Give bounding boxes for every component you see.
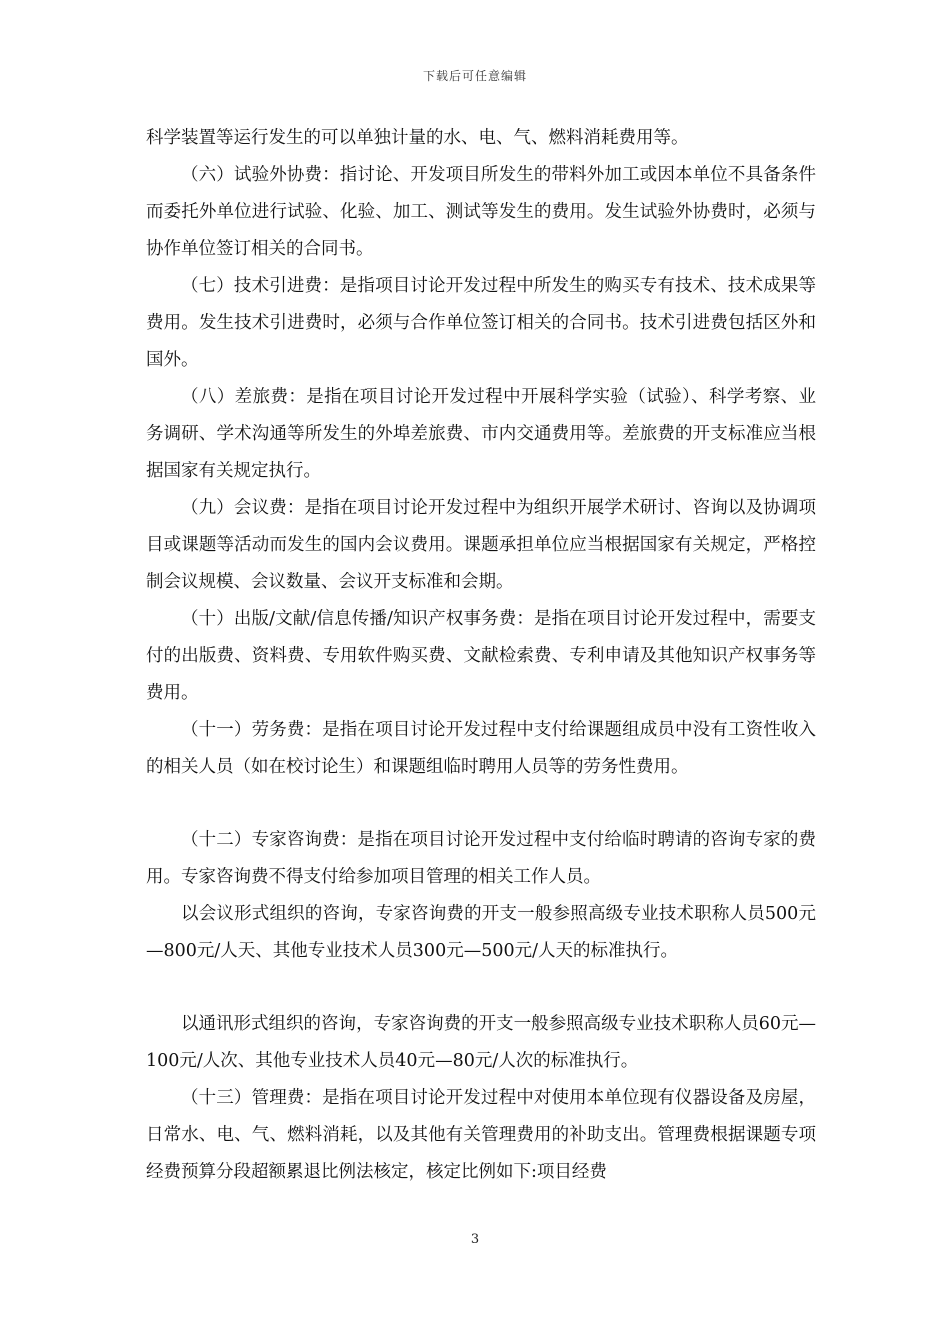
document-body (146, 120, 816, 1191)
paragraph-section-10: （十）出版/文献/信息传播/知识产权事务费：是指在项目讨论开发过程中，需要支付的出版费、资料费、专用软件购买费、文献检索费、专利申请及其他知识产权事务等费用。 (146, 609, 816, 703)
paragraph-section-12: （十二）专家咨询费：是指在项目讨论开发过程中支付给临时聘请的咨询专家的费用。专家咨询费不得支付给参加项目管理的相关工作人员。 (146, 830, 816, 887)
page-header: 下载后可任意编辑 (422, 69, 527, 83)
paragraph-gap (146, 786, 816, 822)
paragraph-correspondence-consultation: 以通讯形式组织的咨询，专家咨询费的开支一般参照高级专业技术职称人员60元—100元/人次、其他专业技术人员40元—80元/人次的标准执行。 (146, 1014, 816, 1071)
paragraph-section-9: （九）会议费：是指在项目讨论开发过程中为组织开展学术研讨、咨询以及协调项目或课题等活动而发生的国内会议费用。课题承担单位应当根据国家有关规定，严格控制会议规模、会议数量、会议开支标准和会期。 (146, 498, 816, 592)
paragraph-section-7: （七）技术引进费：是指项目讨论开发过程中所发生的购买专有技术、技术成果等费用。发生技术引进费时，必须与合作单位签订相关的合同书。技术引进费包括区外和国外。 (146, 276, 816, 370)
page-number: 3 (470, 1232, 480, 1247)
paragraph-section-6: （六）试验外协费：指讨论、开发项目所发生的带料外加工或因本单位不具备条件而委托外单位进行试验、化验、加工、测试等发生的费用。发生试验外协费时，必须与协作单位签订相关的合同书。 (146, 165, 816, 259)
paragraph-section-13: （十三）管理费：是指在项目讨论开发过程中对使用本单位现有仪器设备及房屋，日常水、电、气、燃料消耗，以及其他有关管理费用的补助支出。管理费根据课题专项经费预算分段超额累退比例法核定，核定比例如下:项目经费 (146, 1088, 816, 1182)
paragraph-section-8: （八）差旅费：是指在项目讨论开发过程中开展科学实验（试验）、科学考察、业务调研、学术沟通等所发生的外埠差旅费、市内交通费用等。差旅费的开支标准应当根据国家有关规定执行。 (146, 387, 816, 481)
paragraph-continuation: 科学装置等运行发生的可以单独计量的水、电、气、燃料消耗费用等。 (146, 128, 689, 148)
paragraph-gap (146, 970, 816, 1006)
paragraph-section-11: （十一）劳务费：是指在项目讨论开发过程中支付给课题组成员中没有工资性收入的相关人员（如在校讨论生）和课题组临时聘用人员等的劳务性费用。 (146, 720, 816, 777)
paragraph-meeting-consultation: 以会议形式组织的咨询，专家咨询费的开支一般参照高级专业技术职称人员500元—800元/人天、其他专业技术人员300元—500元/人天的标准执行。 (146, 904, 816, 961)
